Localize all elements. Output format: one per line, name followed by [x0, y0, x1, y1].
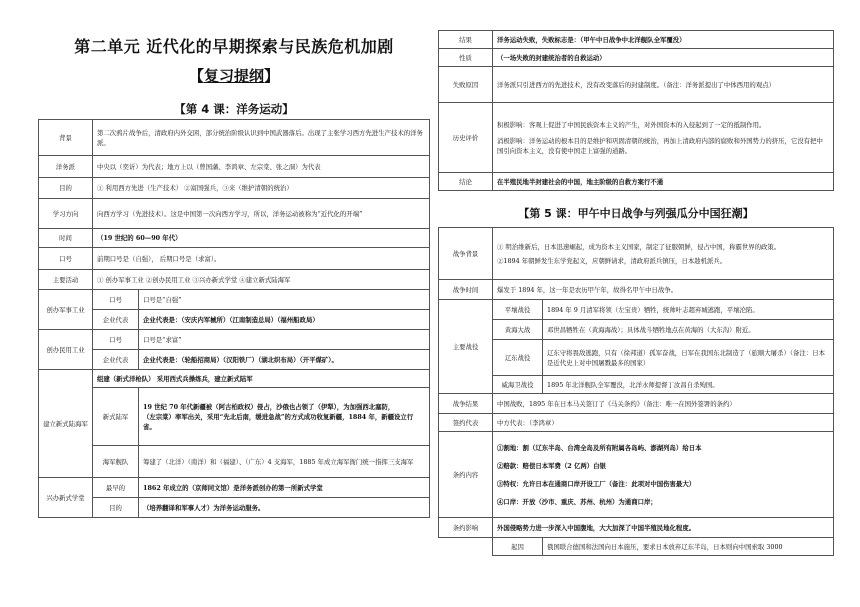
row-label: 兴办新式学堂: [39, 478, 93, 518]
row-label: 目的: [39, 178, 93, 199]
row-label: 创办军事工业: [39, 290, 93, 330]
row-content: [493, 432, 834, 518]
table-row: [39, 350, 430, 370]
row-content: 组建（新式洋枪队） 采用西式兵操练兵，建立新式陆军: [93, 370, 430, 388]
sub-label: 起因: [493, 538, 543, 556]
eval-positive: 积极影响：客观上促进了中国民族资本主义的产生，对外国资本的入侵起到了一定的抵制作用。: [497, 120, 766, 129]
table-row: [439, 320, 834, 340]
sub-label: 海军舰队: [93, 446, 139, 478]
table-row: [439, 518, 834, 538]
table-row: [439, 376, 834, 394]
row-content: 口号是“自强”: [139, 290, 430, 310]
row-label: 战争时间: [439, 280, 493, 300]
table-row: [439, 300, 834, 320]
row-content: 企业代表是：（轮船招商局）（汉阳铁厂）（湖北织布局）（开平煤矿）。: [139, 350, 430, 370]
table-row: [39, 178, 430, 199]
row-content: 洋务运动失败，失败标志是：（甲午中日战争中北洋舰队全军覆没）: [493, 31, 834, 49]
row-content: 筹建了（北洋）（南洋）和（福建）、（广东）4 支海军，1885 年成立海军衙门统一指挥三支海军: [139, 446, 430, 478]
table-row: [39, 446, 430, 478]
document-subtitle: [38, 65, 430, 87]
row-content: [139, 388, 430, 446]
table-row: [439, 538, 834, 556]
army-new-line-1: 19 世纪 70 年代新疆被（阿古柏政权）侵占，沙俄也占领了（伊犁），为加强西北塞防，: [143, 402, 395, 411]
subtitle-text: 复习提纲: [203, 67, 264, 85]
lesson-4-heading: 【第 4 课：洋务运动】: [174, 102, 294, 116]
table-row: [39, 199, 430, 229]
table-row: [439, 432, 834, 518]
row-label: 背景: [39, 120, 93, 156]
treaty-term-3: ③特权：允许日本在通商口岸开设工厂（备注：此项对中国伤害最大）: [497, 479, 696, 488]
row-label: 战争背景: [439, 228, 493, 280]
row-label: 结果: [439, 31, 493, 49]
row-content: 中央以（奕䜣）为代表；地方上以（曾国藩、李鸿章、左宗棠、张之洞）为代表: [93, 156, 430, 178]
row-content: 1894 年 9 月清军将领（左宝贵）牺牲，统帅叶志超弃城逃跑，平壤沦陷。: [543, 300, 834, 320]
table-row: [39, 310, 430, 330]
table-row: [39, 370, 430, 388]
table-row: [439, 173, 834, 191]
row-label: 性质: [439, 49, 493, 67]
treaty-term-4: ④口岸：开放（沙市、重庆、苏州、杭州）为通商口岸；: [497, 497, 657, 506]
row-label: 条约影响: [439, 518, 493, 538]
table-row: [39, 498, 430, 518]
treaty-term-1: ①割地：割（辽东半岛、台湾全岛及所有附属各岛屿、澎湖列岛）给日本: [497, 443, 702, 452]
sub-label: 最早的: [93, 478, 139, 498]
row-label: 创办民用工业: [39, 330, 93, 370]
lesson-4-continued-table: [438, 30, 834, 191]
table-row: [39, 388, 430, 446]
row-label: 历史评价: [439, 103, 493, 173]
right-column: [438, 0, 834, 556]
row-content: ① 利用西方先进（生产技术） ②富国强兵，③来（维护清朝的统治）: [93, 178, 430, 199]
row-label: 结论: [439, 173, 493, 191]
table-row: [39, 270, 430, 290]
table-row: [439, 103, 834, 173]
row-label: 战争结果: [439, 394, 493, 414]
document-title: 第二单元 近代化的早期探索与民族危机加剧: [74, 37, 394, 56]
row-content: [493, 103, 834, 173]
sub-label: 企业代表: [93, 350, 139, 370]
row-content: 前期口号是（自强）， 后期口号是（求富）。: [93, 248, 430, 270]
sub-label: 目的: [93, 498, 139, 518]
row-label: 时间: [39, 229, 93, 248]
background-point-2: ②1894 年朝鲜发生东学党起义，应朝鲜请求，清政府派兵镇压，日本趁机派兵。: [497, 256, 727, 265]
row-content: 第二次鸦片战争后，清政府内外交困，部分统治阶级认识到中国武器落后。出现了主张学习西方先进生产技术的洋务派。: [93, 120, 430, 156]
row-content: 辽东守将畏敌逃跑，只有（徐邦道）孤军奋战，日军在我国东北制造了（旅顺大屠杀）（备注：日本是近代史上对中国屠戮最多的国家）: [543, 340, 834, 376]
background-point-1: ① 明治维新后，日本迅速崛起，成为资本主义国家，制定了征服朝鲜，侵占中国，称霸世界的政策。: [497, 242, 781, 251]
treaty-term-2: ②赔款：赔偿日本军费（2 亿两）白银: [497, 461, 606, 470]
row-content: 邓世昌牺牲在（黄海海战）；具体战斗牺牲地点在黄海的（大东沟）附近。: [543, 320, 834, 340]
table-row: [439, 31, 834, 49]
row-label: 口号: [39, 248, 93, 270]
row-label: 签约代表: [439, 414, 493, 432]
row-content: 爆发于 1894 年，这一年是农历甲午年，故得名甲午中日战争。: [493, 280, 834, 300]
row-content: 企业代表是：（安庆内军械所）（江南制造总局）（福州船政局）: [139, 310, 430, 330]
table-row: [39, 478, 430, 498]
row-content: 1862 年成立的（京师同文馆）是洋务派创办的第一所新式学堂: [139, 478, 430, 498]
row-content: 向西方学习（先进技术）。这是中国第一次向西方学习，所以，洋务运动被称为“近代化的开端”: [93, 199, 430, 229]
table-row: [439, 414, 834, 432]
row-label: 洋务派: [39, 156, 93, 178]
subtitle-bracket-open: 【: [188, 67, 204, 85]
row-label: 条约内容: [439, 432, 493, 518]
table-row: [39, 229, 430, 248]
subtitle-bracket-close: 】: [264, 67, 280, 85]
row-content: （一场失败的封建统治者的自救运动）: [493, 49, 834, 67]
row-content: 俄国联合德国和法国向日本施压，要求日本放弃辽东半岛，日本则向中国索取 3000: [543, 538, 834, 556]
left-column: [38, 0, 430, 518]
lesson-5-table: [438, 227, 834, 556]
row-label: 失败原因: [439, 67, 493, 103]
sub-label: 口号: [93, 290, 139, 310]
sub-label: 口号: [93, 330, 139, 350]
row-content: 中方代表：（李鸿章）: [493, 414, 834, 432]
row-content: ① 创办军事工业 ②创办民用工业 ③兴办新式学堂 ④建立新式陆海军: [93, 270, 430, 290]
table-row: [39, 290, 430, 310]
row-content: 外国侵略势力进一步深入中国腹地，大大加深了中国半殖民地化程度。: [493, 518, 834, 538]
sub-label: 黄海大战: [493, 320, 543, 340]
table-row: [39, 156, 430, 178]
army-new-line-2: （左宗棠）率军出关，采用“先北后南，缓进急战”的方式成功收复新疆，1884 年，新疆设立行省。: [143, 412, 414, 431]
row-content: 中国战败，1895 年在日本马关签订了《马关条约》（备注：唯一在国外签署的条约）: [493, 394, 834, 414]
table-row: [439, 228, 834, 280]
sub-label: 威海卫战役: [493, 376, 543, 394]
lesson-4-table: [38, 119, 430, 518]
row-label: 主要战役: [439, 300, 493, 394]
row-content: 口号是“求富”: [139, 330, 430, 350]
table-row: [439, 280, 834, 300]
row-content: [493, 228, 834, 280]
row-label: 学习方向: [39, 199, 93, 229]
row-label: 建立新式陆海军: [39, 370, 93, 478]
table-row: [439, 67, 834, 103]
sub-label: 新式陆军: [93, 388, 139, 446]
eval-negative: 消极影响：洋务运动的根本目的是维护和巩固清朝的统治，再加上清政府内部的腐败和外国势力的挤压，它没有把中国引向资本主义，没有使中国走上富强的道路。: [497, 136, 823, 155]
sub-label: 企业代表: [93, 310, 139, 330]
table-row: [439, 394, 834, 414]
table-row: [39, 330, 430, 350]
row-content: （培养翻译和军事人才）为洋务运动服务。: [139, 498, 430, 518]
row-content: 在半殖民地半封建社会的中国，地主阶级的自救方案行不通: [493, 173, 834, 191]
row-content: （19 世纪的 60—90 年代）: [93, 229, 430, 248]
table-row: [39, 120, 430, 156]
sub-label: 辽东战役: [493, 340, 543, 376]
table-row: [439, 340, 834, 376]
row-label: 主要活动: [39, 270, 93, 290]
blank-cell: [439, 538, 493, 556]
row-content: 洋务派只引进西方的先进技术，没有改变落后的封建制度。（备注：洋务派提出了中体西用的观点）: [493, 67, 834, 103]
table-row: [39, 248, 430, 270]
lesson-5-heading: 【第 5 课：甲午中日战争与列强瓜分中国狂潮】: [518, 207, 754, 220]
sub-label: 平壤战役: [493, 300, 543, 320]
row-content: 1895 年北洋舰队全军覆没，北洋水师提督丁汝昌自杀殉国。: [543, 376, 834, 394]
table-row: [439, 49, 834, 67]
